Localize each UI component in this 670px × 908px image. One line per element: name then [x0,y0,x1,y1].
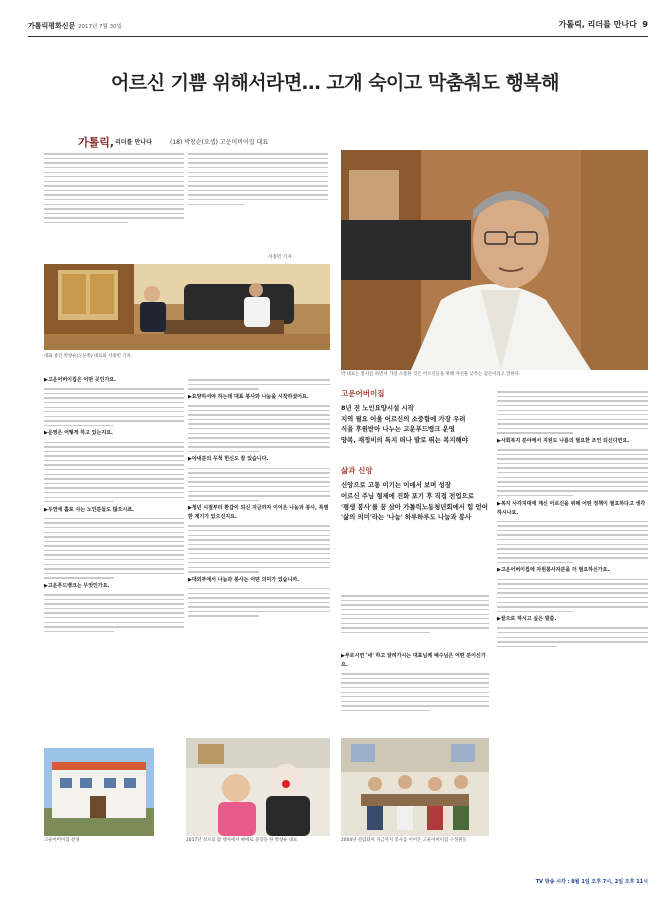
masthead [28,16,648,34]
summary-line: 어르신 주님 형제에 진화 포기 후 직접 전업으로 [341,491,474,500]
section-head: ▶고운푸드뱅크는 무엇인가요. [44,582,110,589]
summary-block-2 [341,480,489,522]
intro-text-col-1 [44,150,184,262]
section-head: ▶청년 시절부터 환갑이 되신 지금까지 이어온 나눔과 봉사, 특별한 계기가 있으신지요. [188,505,329,521]
article-col-4 [497,388,648,650]
section-head: ▶고운어버이집은 어떤 곳인가요. [44,377,117,383]
section-head: ▶우연에 홀로 사는 노인분들도 많으시죠. [44,506,134,513]
clown-photo [186,738,330,836]
building-caption: 고운어버이집 전경 [44,838,80,843]
intro-text-col-2 [188,150,328,250]
interview-photo [44,264,330,350]
page-headline: 어르신 기쁨 위해서라면… 고개 숙이고 막춤춰도 행복해 [111,72,559,94]
tv-schedule: TV 방송 시각 : 8월 1일 오후 7시, 2일 오후 11시 [535,879,648,885]
newspaper-name: 가톨릭평화신문 [28,22,76,30]
section-head: ▶부르시면 '네' 하고 달려가시는 대표님께 예수님은 어떤 분이신가요. [341,653,486,668]
summary-block-1 [341,403,489,445]
building-photo [44,748,154,836]
interview-caption: 대화 중인 박창순(오른쪽) 대표와 서종빈 기자. [44,354,133,359]
section-head: ▶요양하셔야 하는데 대표 봉사와 나눔을 시작하셨어요. [188,393,309,400]
summary-title-1: 고운어버이집 [341,389,385,398]
series-subtitle: (18) 박창순(요셉) 고운어버이집 대표 [170,139,269,146]
volunteer-photo [341,738,489,836]
section-head: ▶복지 사각지대에 계신 어르신을 위해 어떤 정책이 필요하다고 생각하시나요. [497,500,646,516]
article-col-3b [341,652,489,714]
summary-title-2: 삶과 신앙 [341,466,373,476]
volunteer-caption: 2004년 설립되어 지금까지 봉사를 이어온 고운어버이집 구성원들 [341,838,467,843]
section-head: ▶대외부에서 나눔과 봉사는 어떤 의미가 있습니까. [188,576,300,583]
section-head: ▶고운어버이집에 자원봉사자분을 더 필요하신가요. [497,567,610,574]
issue-date: 2017년 7월 30일 [78,24,122,30]
summary-line: '삶의 의미'라는 '나눔' 하루하루도 나눔과 봉사 [341,513,472,522]
summary-line: '평생 봉사'를 꿈 삼아 가톨릭노동청년회에서 힘 얻어 [341,502,488,511]
summary-line: 신앙으로 고통 이기는 이에서 보며 성장 [341,481,451,490]
series-name: 리더를 만나다 [115,139,152,146]
section-head: ▶운영은 어떻게 하고 있는지요. [44,430,113,437]
article-col-3 [341,592,489,636]
header-rule [28,36,648,37]
section-head: ▶끝으로 하시고 싶은 말씀. [497,616,557,623]
section-head: ▶아내분의 무척 헌신도 잘 있습니다. [188,456,269,463]
page-number: 9 [642,20,648,29]
summary-line: 식을 후원받아 나누는 고운푸드뱅크 운영 [341,425,455,434]
article-col-2 [188,376,330,620]
summary-box [341,388,489,523]
clown-caption: 2017년 성모의 밤 행사에서 삐에로 분장을 한 박창순 대표 [186,838,298,843]
series-brand: 가톨릭, [78,136,115,149]
byline: 서종빈 기자 [268,255,292,260]
summary-line: 지역 필요 어울 어르신의 소중함에 가장 우려 [341,414,466,423]
portrait-caption: 박 대표는 봉사를 하면서 가장 소중한 것은 어르신들을 위해 자신을 낮추는 겸손이라고 말한다. [341,372,521,377]
summary-line: 8년 전 노인요양시설 시작 [341,404,414,412]
section-head: ▶사회복지 분야에서 지원도 나름의 필요한 조언 되신다면요. [497,437,630,444]
article-col-1 [44,376,184,635]
portrait-photo [341,150,648,370]
section-title: 가톨릭, 리더를 만나다 9 [558,20,648,29]
summary-line: 양복, 재정비의 특지 떠나 발로 뛰는 복지해야 [341,435,468,444]
